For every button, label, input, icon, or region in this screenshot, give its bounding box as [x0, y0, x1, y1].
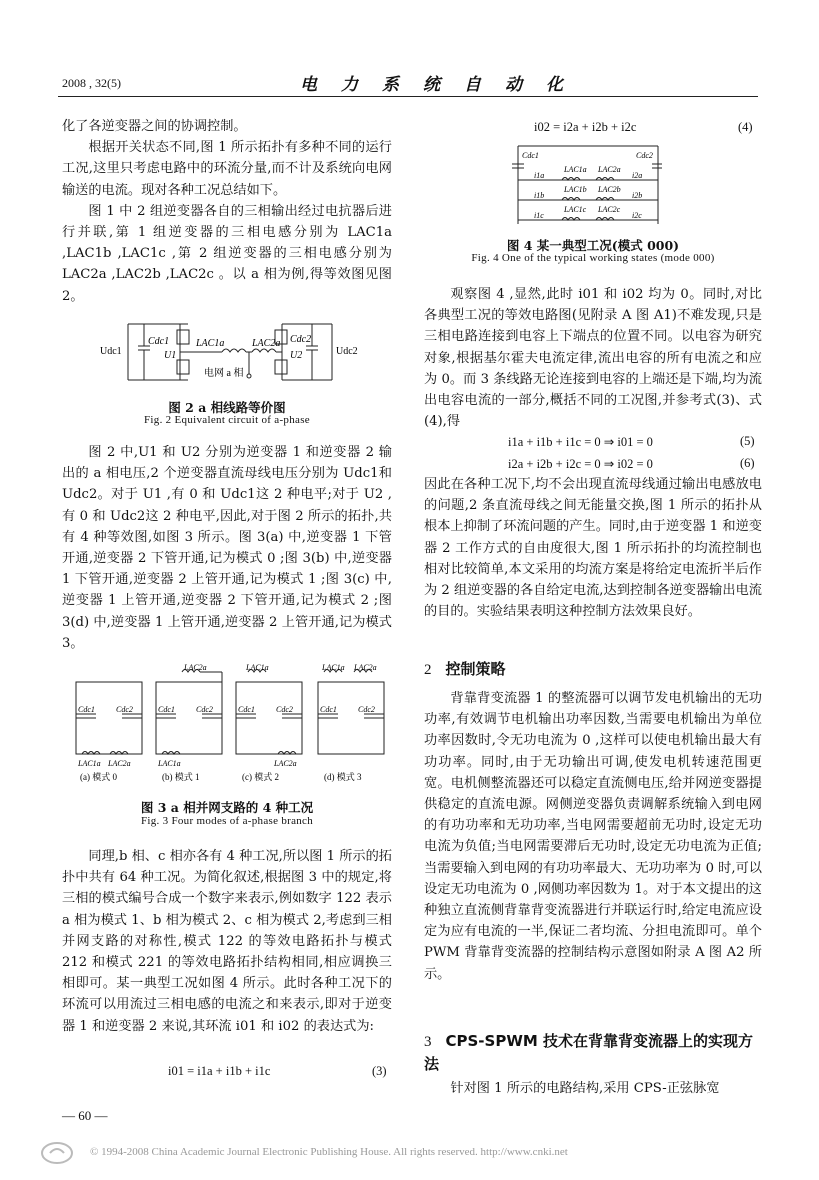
label-i1c: i1c	[534, 211, 544, 220]
label-cdc1: Cdc1	[148, 336, 170, 347]
left-text-block-1	[62, 116, 392, 307]
equation-4: i02 = i2a + i2b + i2c	[534, 120, 637, 134]
paragraph: 因此在各种工况下,均不会出现直流母线通过输出电感放电的问题,2 条直流母线之间无能量交换,图 1 所示的拓扑从根本上抑制了环流问题的产生。同时,由于逆变器 1 和逆变器 2 工作方式的自由度很大,图 1 所示拓扑的均流控制也相对比较简单,本文采用的均流方案是将给定电流折半后作为 2 组逆变器的各自给定电流,达到控制各逆变器输出电流的目的。实验结果表明这种控制方法效果良好。	[424, 477, 762, 620]
equation-6-number: (6)	[740, 456, 755, 470]
equation-3-number: (3)	[372, 1064, 387, 1078]
paragraph: 图 2 中,U1 和 U2 分别为逆变器 1 和逆变器 2 输出的 a 相电压,2 个逆变器直流母线电压分别为 Udc1和 Udc2。对于 U1 ,有 0 和 Udc1这 2 种电平;对于 U2 ,有 0 和 Udc2这 2 种电平,因此,对于图 2 所示的拓扑,共有 4 种等效图,如图 3 所示。图 3(a) 中,逆变器 1 下管开通,逆变器 2 下管开通,记为模式 0 ;图 3(b) 中,逆变器 1 下管开通,逆变器 2 上管开通,记为模式 1 ;图 3(c) 中,逆变器 1 上管开通,逆变器 2 下管开通,记为模式 2 ;图 3(d) 中,逆变器 1 上管开通,逆变器 2 上管开通,记为模式 3。	[62, 445, 392, 651]
label-cdc1: Cdc1	[158, 705, 175, 714]
right-text-block-2	[424, 474, 762, 622]
paragraph: 图 1 中 2 组逆变器各自的三相输出经过电抗器后进行并联,第 1 组逆变器的三相电感分别为 LAC1a ,LAC1b ,LAC1c ,第 2 组逆变器的三相电感分别为 LAC2a ,LAC2b ,LAC2c 。以 a 相为例,得等效图见图 2。	[62, 203, 392, 304]
label-lac2a: LAC2a	[252, 338, 281, 349]
label-lac2a: LAC2a	[274, 759, 297, 768]
label-lac1a: LAC1a	[196, 338, 225, 349]
right-text-block-4	[424, 1078, 762, 1099]
figure-4-caption-cn: 图 4 某一典型工况(模式 000)	[506, 238, 680, 253]
label-grid: 电网 a 相	[204, 368, 244, 379]
figure-2-caption-en: Fig. 2 Equivalent circuit of a-phase	[144, 414, 310, 426]
copyright-notice: © 1994-2008 China Academic Journal Electronic Publishing House. All rights reserved. http://www.cnki.net	[90, 1146, 568, 1158]
section-title: 控制策略	[445, 660, 506, 678]
label-lac2a: LAC2a	[354, 664, 377, 672]
paragraph: 观察图 4 ,显然,此时 i01 和 i02 均为 0。同时,对比各典型工况的等效电路图(见附录 A 图 A1)不难发现,只是三相电路连接到电容上下端点的位置不同。以电容为研究对象,根据基尔霍夫电流定律,流出电容的所有电流之和应为 0。而 3 条线路无论连接到电容的上端还是下端,均为流出电容电流的一部分,概括不同的工况图,并参考式(3)、式(4),得	[424, 287, 762, 430]
label-cdc1: Cdc1	[320, 705, 337, 714]
section-title: CPS-SPWM 技术在背靠背变流器上的实现方法	[424, 1032, 754, 1073]
label-u1: U1	[164, 350, 177, 361]
label-lac2a: LAC2a	[598, 165, 621, 174]
figure-4-caption-en: Fig. 4 One of the typical working states (mode 000)	[471, 252, 715, 264]
equation-3: i01 = i1a + i1b + i1c	[168, 1064, 271, 1078]
label-lac1a: LAC1a	[78, 759, 101, 768]
label-i1a: i1a	[534, 171, 545, 180]
label-lac2c: LAC2c	[598, 205, 621, 214]
label-cdc2: Cdc2	[358, 705, 375, 714]
label-i2b: i2b	[632, 191, 643, 200]
right-text-block-3	[424, 688, 762, 985]
label-lac2a: LAC2a	[108, 759, 131, 768]
paragraph: 同理,b 相、c 相亦各有 4 种工况,所以图 1 所示的拓扑中共有 64 种工况。为简化叙述,根据图 3 中的规定,将三相的模式编号合成一个数字来表示,例如数字 122 表示 a 相为模式 1、b 相为模式 2、c 相为模式 2,考虑到三相并网支路的对称性,模式 122 的等效电路拓扑与模式 212 和模式 221 的等效电路拓扑结构相同,相应调换三相即可。某一典型工况如图 4 所示。此时各种工况下的环流可以用流过三相电感的电流之和来表示,即对于逆变器 1 和逆变器 2 来说,其环流 i01 和 i02 的表达式为:	[62, 849, 392, 1034]
label-lac1b: LAC1b	[564, 185, 587, 194]
paragraph: 化了各逆变器之间的协调控制。	[62, 119, 247, 134]
figure-4-circuit	[512, 142, 662, 232]
section-3-heading	[424, 1030, 762, 1075]
subfig-a-label: (a) 模式 0	[80, 772, 117, 782]
label-lac2a: LAC2a	[184, 664, 207, 672]
label-lac2b: LAC2b	[598, 185, 621, 194]
left-text-block-3	[62, 846, 392, 1037]
figure-3-modes	[72, 664, 392, 784]
section-2-heading	[424, 658, 506, 679]
subfig-b-label: (b) 模式 1	[162, 772, 200, 782]
page-number: — 60 —	[62, 1108, 108, 1123]
section-number: 2	[424, 662, 432, 678]
label-cdc2: Cdc2	[196, 705, 213, 714]
figure-2-caption-cn: 图 2 a 相线路等价图	[168, 400, 286, 415]
paragraph: 背靠背变流器 1 的整流器可以调节发电机输出的无功功率,有效调节电机输出功率因数,当需要电机输出为单位功率因数时,令无功电流为 0 ,这样可以使电机输出最大有功功率。同时,由于无功输出可调,使发电机转速范围更宽。电机侧整流器还可以稳定直流侧电压,给并网逆变器提供稳定的直流电源。网侧逆变器负责调解系统输入到电网的有功功率和无功功率,当电网需要超前无功时,设定无功电流为负值;当电网需要滞后无功时,设定无功电流为正值;当需要输入到电网的有功功率最大、无功功率为 0 时,可以设定无功电流为 0 ,网侧功率因数为 1。对于本文提出的这种独立直流侧背靠背变流器进行并联运行时,给定电流应设定为应有电流的一半,保证二者均流、分担电流即可。单个 PWM 背靠背变流器的控制结构示意图如附录 A 图 A2 所示。	[424, 691, 762, 982]
label-cdc1: Cdc1	[238, 705, 255, 714]
equation-6: i2a + i2b + i2c = 0 ⇒ i02 = 0	[508, 457, 653, 471]
subfig-d-label: (d) 模式 3	[324, 772, 362, 782]
label-i1b: i1b	[534, 191, 545, 200]
figure-2-circuit	[100, 318, 360, 394]
label-lac1c: LAC1c	[564, 205, 587, 214]
figure-3-caption-en: Fig. 3 Four modes of a-phase branch	[140, 815, 314, 827]
equation-5: i1a + i1b + i1c = 0 ⇒ i01 = 0	[508, 435, 653, 449]
equation-5-number: (5)	[740, 434, 755, 448]
label-i2c: i2c	[632, 211, 642, 220]
label-udc2: Udc2	[336, 346, 358, 357]
equation-4-number: (4)	[738, 120, 753, 134]
label-lac1a: LAC1a	[322, 664, 345, 672]
publisher-logo-icon	[40, 1140, 74, 1166]
journal-title: 电力系统自动化	[300, 75, 587, 95]
label-cdc2: Cdc2	[636, 151, 653, 160]
subfig-c-label: (c) 模式 2	[242, 772, 279, 782]
label-lac1a: LAC1a	[246, 664, 269, 672]
paragraph: 针对图 1 所示的电路结构,采用 CPS-正弦脉宽	[450, 1081, 720, 1096]
label-cdc1: Cdc1	[78, 705, 95, 714]
header-rule	[58, 96, 758, 97]
section-number: 3	[424, 1034, 432, 1050]
label-cdc2: Cdc2	[116, 705, 133, 714]
right-text-block-1	[424, 284, 762, 432]
paragraph: 根据开关状态不同,图 1 所示拓扑有多种不同的运行工况,这里只考虑电路中的环流分量,而不计及系统向电网输送的电流。现对各种工况总结如下。	[62, 140, 392, 198]
journal-issue: 2008 , 32(5)	[62, 76, 121, 90]
label-u2: U2	[290, 350, 303, 361]
left-text-block-2	[62, 442, 392, 654]
label-cdc1: Cdc1	[522, 151, 539, 160]
label-udc1: Udc1	[100, 346, 122, 357]
label-i2a: i2a	[632, 171, 643, 180]
label-lac1a: LAC1a	[158, 759, 181, 768]
label-lac1a: LAC1a	[564, 165, 587, 174]
label-cdc2: Cdc2	[276, 705, 293, 714]
figure-3-caption-cn: 图 3 a 相并网支路的 4 种工况	[140, 800, 314, 815]
label-cdc2: Cdc2	[290, 334, 312, 345]
